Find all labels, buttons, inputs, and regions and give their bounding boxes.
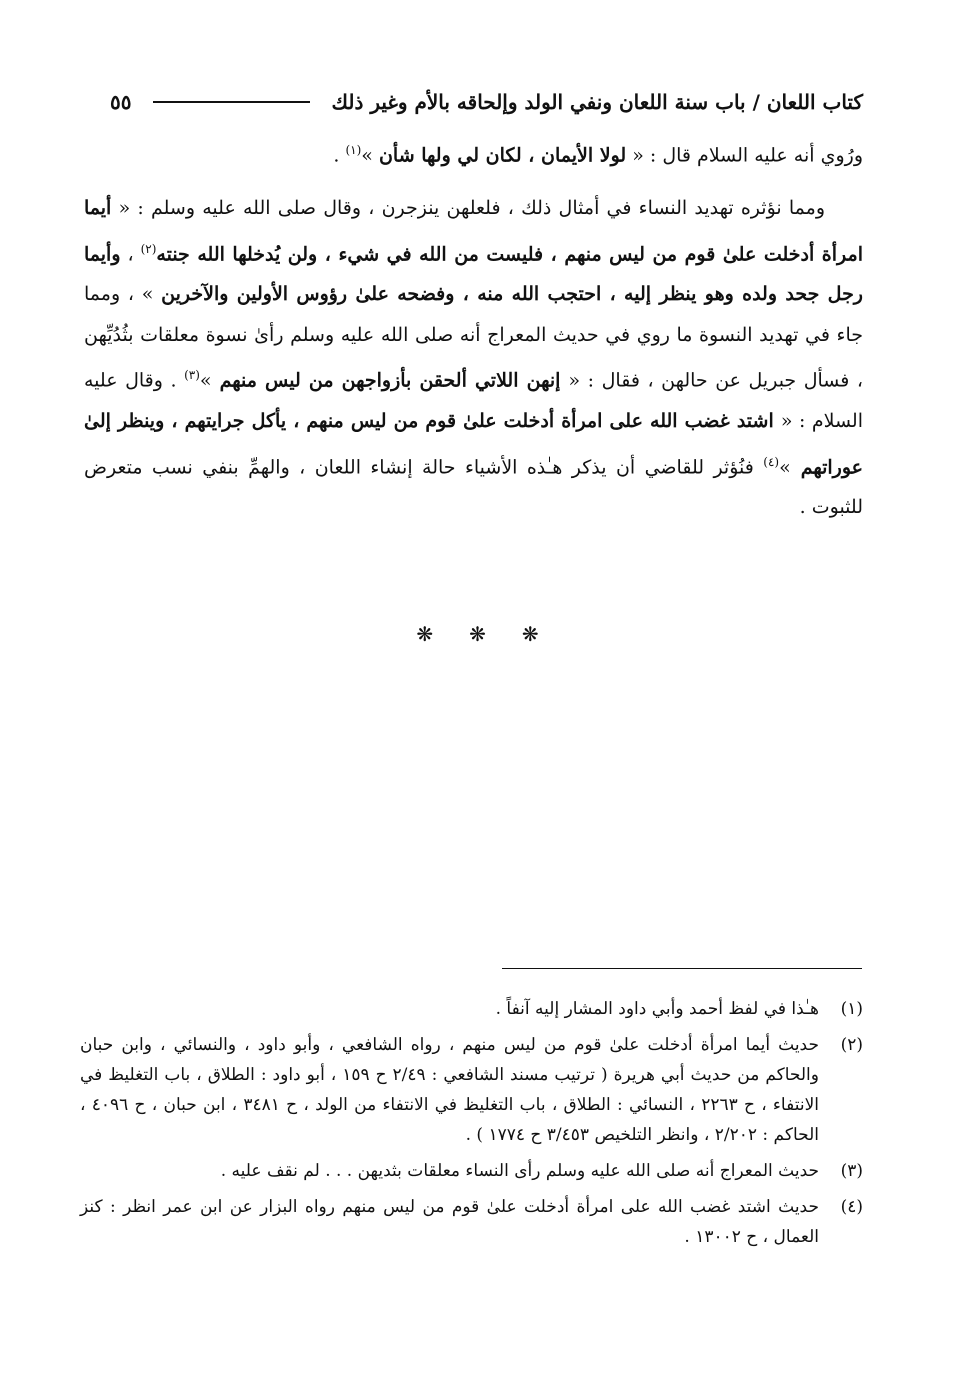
opening-quote: لولا الأيمان ، لكان لي ولها شأن <box>378 144 627 167</box>
section-separator <box>0 622 955 646</box>
body-part-7: فنُؤثر للقاضي أن يذكر هـٰذه الأشياء حالة إنشاء اللعان ، والهمِّ بنفي نسب متعرض للثبوت . <box>84 455 863 519</box>
footnote-number: (١) <box>840 999 863 1019</box>
body-part-6: » <box>779 455 791 478</box>
asterism-icon: ❋ <box>469 622 486 646</box>
footnote-text: حديث المعراج أنه صلى الله عليه وسلم رأى النساء معلقات بثديهن . . . لم نقف عليه . <box>220 1161 819 1181</box>
footnote-number: (٢) <box>840 1035 863 1055</box>
opening-line <box>110 130 863 175</box>
hadith-quote-4: اشتد غضب الله على امرأة أدخلت علىٰ قوم من ليس منهم ، يأكل جرايتهم ، وينظر إلىٰ عوراتهم <box>84 410 863 478</box>
running-header <box>110 84 863 120</box>
footnote-item <box>80 1192 863 1252</box>
footnote-ref-4: (٤) <box>763 454 780 469</box>
footnote-ref-1: (١) <box>345 143 362 157</box>
footnotes <box>80 994 863 1258</box>
body-part-2: ، <box>120 242 141 265</box>
footnote-ref-2: (٢) <box>140 241 157 256</box>
footnote-rule <box>502 968 862 969</box>
body-part-5: . وقال عليه السلام : « <box>84 369 863 433</box>
hadith-quote-1: أيما امرأة أدخلت علىٰ قوم من ليس منهم ، فليست من الله في شيء ، ولن يُدخلها الله جنته <box>84 197 863 265</box>
opening-text: ورُوي أنه عليه السلام قال : « <box>632 144 863 167</box>
footnote-item <box>80 1156 863 1186</box>
header-title: كتاب اللعان / باب سنة اللعان ونفي الولد وإلحاقه بالأم وغير ذلك <box>331 90 863 114</box>
opening-quote-end: » <box>361 144 373 167</box>
hadith-quote-2: وأيما رجل جحد ولده وهو ينظر إليه ، احتجب الله منه ، وفضحه علىٰ رؤوس الأولين والآخرين <box>84 242 863 306</box>
main-paragraph <box>84 188 863 528</box>
footnote-item <box>80 994 863 1024</box>
footnote-text: حديث اشتد غضب الله على امرأة أدخلت علىٰ قوم من ليس منهم رواه البزار عن ابن عمر انظر : كنز العمال ، ح ١٣٠٠٢ . <box>80 1197 819 1247</box>
footnote-item <box>80 1030 863 1150</box>
footnote-text: هـٰذا في لفظ أحمد وأبي داود المشار إليه آنفاً . <box>495 999 819 1019</box>
hadith-quote-3: إنهن اللاتي ألحقن بأزواجهن من ليس منهم <box>211 369 569 392</box>
body-part-3: » ، ومما جاء في تهديد النسوة ما روي في حديث المعراج أنه صلى الله عليه وسلم رأىٰ نسوة معلقات بثُدُيِّهن ، فسأل جبريل عن حالهن ، فقال : « <box>84 283 864 392</box>
footnote-ref-3: (٣) <box>184 368 200 383</box>
footnote-number: (٣) <box>840 1161 863 1181</box>
footnote-number: (٤) <box>840 1197 863 1217</box>
footnote-text: حديث أيما امرأة أدخلت علىٰ قوم من ليس منهم ، رواه الشافعي ، وأبو داود ، والنسائي ، وابن حبان والحاكم من حديث أبي هريرة ( ترتيب مسند الشافعي : ٢/٤٩ ح ١٥٩ ، أبو داود : الطلاق ، باب التغليظ في الانتفاء ، ح ٢٢٦٣ ، النسائي : الطلاق ، باب التغليظ في الانتفاء من الولد ، ح ٣٤٨١ ، ابن حبان ، ح ٤٠٩٦ ، الحاكم : ٢/٢٠٢ ، وانظر التلخيص ٣/٤٥٣ ح ١٧٧٤ ) . <box>80 1035 819 1145</box>
page-number: ٥٥ <box>110 90 132 114</box>
asterism-icon: ❋ <box>521 622 539 646</box>
body-part-4: » <box>199 369 212 392</box>
opening-tail: . <box>333 144 346 167</box>
header-rule <box>153 101 309 103</box>
asterism-icon: ❋ <box>416 622 434 646</box>
body-part-1: ومما نؤثره تهديد النساء في أمثال ذلك ، فلعلهن ينزجرن ، وقال صلى الله عليه وسلم : « <box>118 197 826 219</box>
